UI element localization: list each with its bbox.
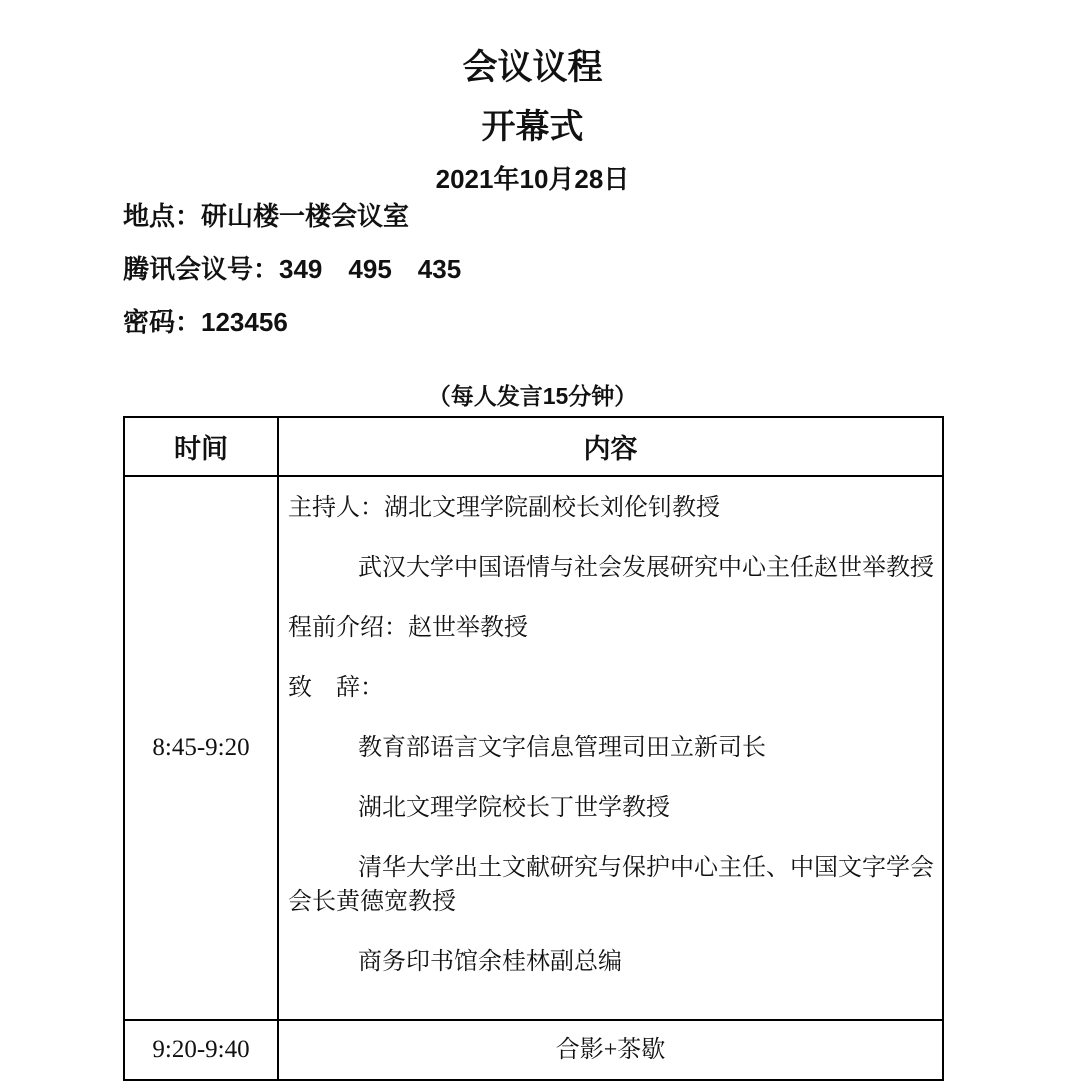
agenda-document-page [123,48,942,1081]
agenda-paragraph: 教育部语言文字信息管理司田立新司长 [358,735,766,761]
cjk-text: 分钟） [568,384,638,409]
numeric-text: 10 [519,164,549,194]
info-line-meeting-id [123,255,942,284]
cjk-text: 腾讯会议号： [123,255,280,284]
content-cell [278,476,943,1020]
agenda-paragraph: 武汉大学中国语情与社会发展研究中心主任赵世举教授 [358,555,934,581]
agenda-paragraph: 致 辞： [288,675,384,701]
agenda-row [124,476,943,1020]
agenda-header-row [124,417,943,476]
numeric-text: 349 495 435 [279,254,462,284]
numeric-text: 15 [542,383,569,409]
cjk-text: 地点：研山楼一楼会议室 [123,202,410,231]
info-line-location [123,203,942,231]
page-subtitle: 开幕式 [481,109,584,146]
cjk-text: 年 [493,165,520,194]
time-cell: 9:20-9:40 [124,1020,278,1080]
numeric-text: 123456 [201,307,288,337]
speaking-time-note [123,383,942,410]
cjk-text: 月 [548,165,575,194]
agenda-paragraph: 清华大学出土文献研究与保护中心主任、中国文字学会会长黄德宽教授 [288,855,934,915]
agenda-row [124,1020,943,1080]
agenda-table [123,416,944,1081]
agenda-paragraph: 商务印书馆余桂林副总编 [358,949,622,975]
agenda-paragraph: 湖北文理学院校长丁世学教授 [358,795,670,821]
agenda-paragraph: 合影+茶歇 [555,1037,666,1063]
numeric-text: 2021 [435,164,494,194]
page-title: 会议议程 [462,48,603,87]
cjk-text: 日 [603,165,630,194]
numeric-text: 28 [574,164,604,194]
agenda-paragraph: 程前介绍：赵世举教授 [288,615,528,641]
info-line-password [123,308,942,337]
content-cell [278,1020,943,1080]
cjk-text: 密码： [123,308,202,337]
agenda-paragraph: 主持人：湖北文理学院副校长刘伦钊教授 [288,495,720,521]
header-time: 时间 [124,417,278,476]
header-content: 内容 [278,417,943,476]
date-line [123,164,942,195]
meeting-info-block [123,203,942,337]
time-cell: 8:45-9:20 [124,476,278,1020]
cjk-text: （每人发言 [427,384,543,409]
